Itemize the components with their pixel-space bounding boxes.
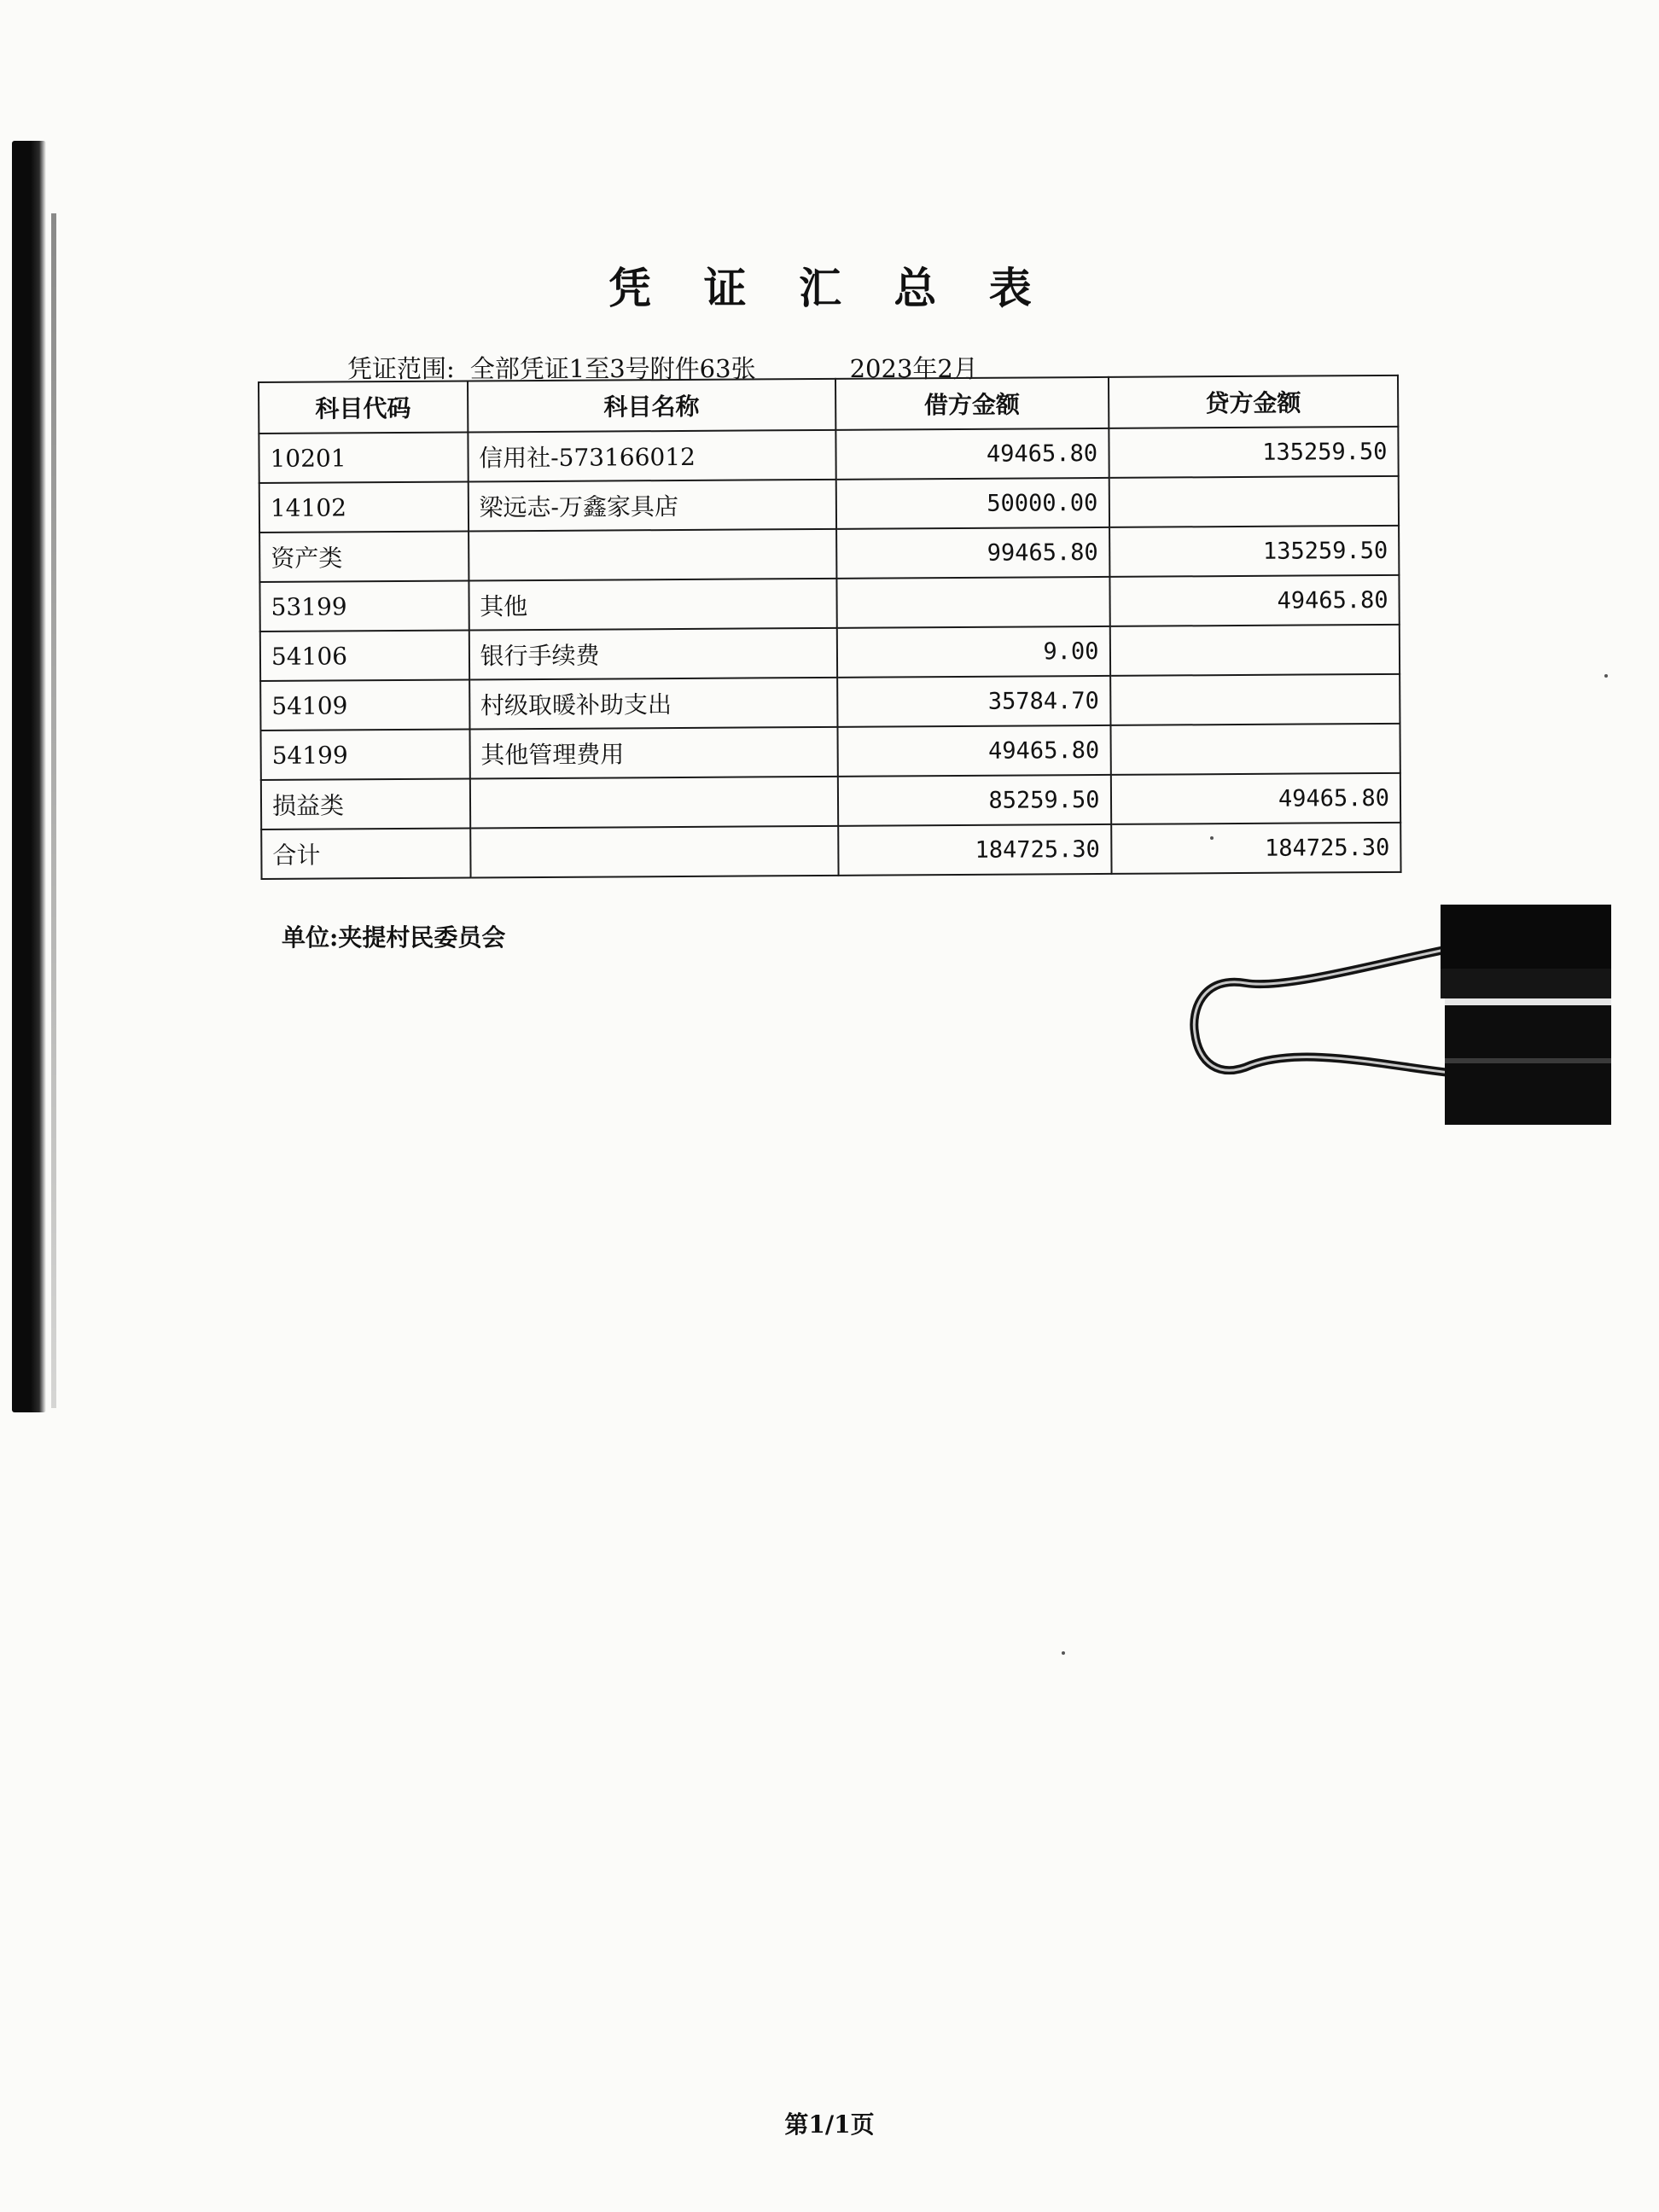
debit-amount: 35784.70 [837, 676, 1110, 727]
debit-amount: 85259.50 [838, 775, 1111, 826]
credit-amount [1110, 674, 1400, 725]
table-header-row [259, 375, 1398, 434]
binder-clip-icon [1185, 888, 1611, 1144]
account-code: 合计 [261, 828, 470, 878]
account-code: 54199 [260, 729, 469, 779]
debit-amount: 49465.80 [837, 725, 1110, 777]
account-name [469, 529, 837, 581]
period-date: 2023年2月 [849, 354, 978, 383]
account-name [469, 777, 838, 829]
credit-amount: 49465.80 [1110, 773, 1400, 824]
header-account-code: 科目代码 [259, 381, 468, 433]
scanner-edge-line [51, 213, 56, 1408]
table-row [261, 773, 1400, 830]
table-row [259, 427, 1398, 483]
header-credit-amount: 贷方金额 [1108, 375, 1398, 428]
credit-amount: 135259.50 [1109, 526, 1400, 577]
page-number: 第1/1页 [784, 2110, 875, 2139]
account-code: 10201 [259, 432, 468, 482]
debit-amount: 184725.30 [838, 824, 1111, 876]
table-row [259, 526, 1399, 582]
scan-speck [1210, 836, 1214, 840]
account-name: 其他 [469, 579, 837, 631]
header-debit-amount: 借方金额 [835, 377, 1109, 430]
table-row [260, 674, 1400, 731]
debit-amount: 50000.00 [836, 478, 1109, 529]
account-name: 其他管理费用 [469, 727, 838, 779]
debit-amount: 99465.80 [836, 527, 1109, 579]
account-code: 14102 [259, 481, 469, 532]
account-name: 村级取暖补助支出 [469, 678, 838, 730]
scan-speck [1604, 674, 1608, 678]
account-name [470, 826, 839, 878]
debit-amount: 9.00 [837, 626, 1110, 678]
voucher-summary-table [258, 375, 1402, 880]
range-value: 全部凭证1至3号附件63张 [469, 354, 756, 383]
credit-amount [1109, 476, 1399, 527]
table-row [259, 476, 1399, 533]
account-code: 损益类 [261, 778, 470, 829]
account-name: 银行手续费 [469, 628, 837, 680]
credit-amount: 49465.80 [1109, 575, 1400, 626]
table-row [260, 724, 1400, 780]
table-row [260, 625, 1400, 681]
credit-amount: 135259.50 [1109, 427, 1399, 478]
unit-line: 单位:夹提村民委员会 [282, 923, 506, 952]
account-name: 梁远志-万鑫家具店 [468, 480, 836, 532]
table-total-row [261, 823, 1400, 879]
account-name: 信用社-573166012 [468, 430, 836, 482]
range-label: 凭证范围: [347, 354, 455, 383]
debit-amount [836, 577, 1109, 628]
document-title: 凭 证 汇 总 表 [608, 263, 1051, 313]
debit-amount: 49465.80 [835, 428, 1109, 480]
account-code: 资产类 [259, 531, 469, 581]
scan-speck [1062, 1651, 1065, 1655]
table-row [259, 575, 1399, 632]
account-code: 54106 [260, 630, 469, 680]
credit-amount [1109, 625, 1400, 676]
scanner-edge-shadow [12, 141, 46, 1412]
account-code: 53199 [259, 580, 469, 631]
credit-amount [1110, 724, 1400, 775]
credit-amount: 184725.30 [1111, 823, 1401, 874]
header-account-name: 科目名称 [468, 379, 836, 433]
account-code: 54109 [260, 679, 469, 730]
